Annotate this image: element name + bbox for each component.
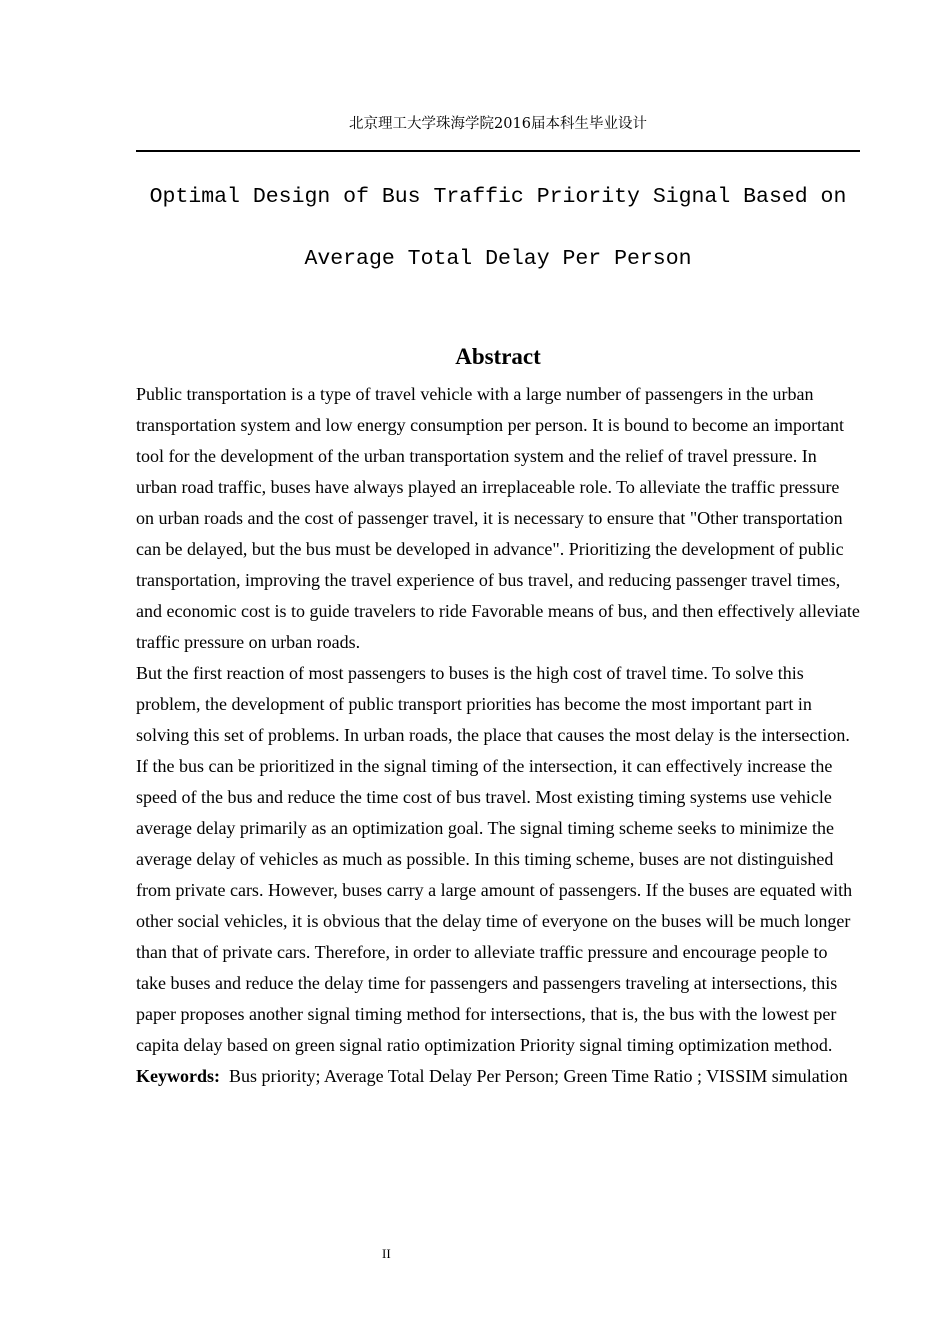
thesis-title	[136, 166, 860, 290]
thesis-title-line-2: Average Total Delay Per Person	[304, 247, 692, 271]
running-header: 北京理工大学珠海学院2016届本科生毕业设计	[349, 116, 647, 132]
thesis-title-line-1: Optimal Design of Bus Traffic Priority Signal Based on	[149, 185, 847, 209]
keywords-text: Bus priority; Average Total Delay Per Person; Green Time Ratio ; VISSIM simulation	[229, 1066, 848, 1086]
keywords-line	[136, 1061, 860, 1092]
abstract-body	[136, 379, 860, 1092]
abstract-paragraph-2: But the first reaction of most passengers to buses is the high cost of travel time. To solve this problem, the development of public transport priorities has become the most important part in solving this set of problems. In urban roads, the place that causes the most delay is the intersection. If the bus can be prioritized in the signal timing of the intersection, it can effectively increase the speed of the bus and reduce the time cost of bus travel. Most existing timing systems use vehicle average delay primarily as an optimization goal. The signal timing scheme seeks to minimize the average delay of vehicles as much as possible. In this timing scheme, buses are not distinguished from private cars. However, buses carry a large amount of passengers. If the buses are equated with other social vehicles, it is obvious that the delay time of everyone on the buses will be much longer than that of private cars. Therefore, in order to alleviate traffic pressure and encourage people to take buses and reduce the delay time for passengers and passengers traveling at intersections, this paper proposes another signal timing method for intersections, that is, the bus with the lowest per capita delay based on green signal ratio optimization Priority signal timing optimization method.	[136, 663, 853, 1055]
keywords-label: Keywords:	[136, 1066, 220, 1086]
header-divider	[136, 150, 860, 152]
page-number: II	[382, 1246, 391, 1261]
abstract-paragraph-1: Public transportation is a type of travel vehicle with a large number of passengers in the urban transportation system and low energy consumption per person. It is bound to become an important tool for the development of the urban transportation system and the relief of travel pressure. In urban road traffic, buses have always played an irreplaceable role. To alleviate the traffic pressure on urban roads and the cost of passenger travel, it is necessary to ensure that "Other transportation can be delayed, but the bus must be developed in advance". Prioritizing the development of public transportation, improving the travel experience of bus travel, and reducing passenger travel times, and economic cost is to guide travelers to ride Favorable means of bus, and then effectively alleviate traffic pressure on urban roads.	[136, 384, 860, 652]
abstract-heading: Abstract	[455, 344, 541, 369]
